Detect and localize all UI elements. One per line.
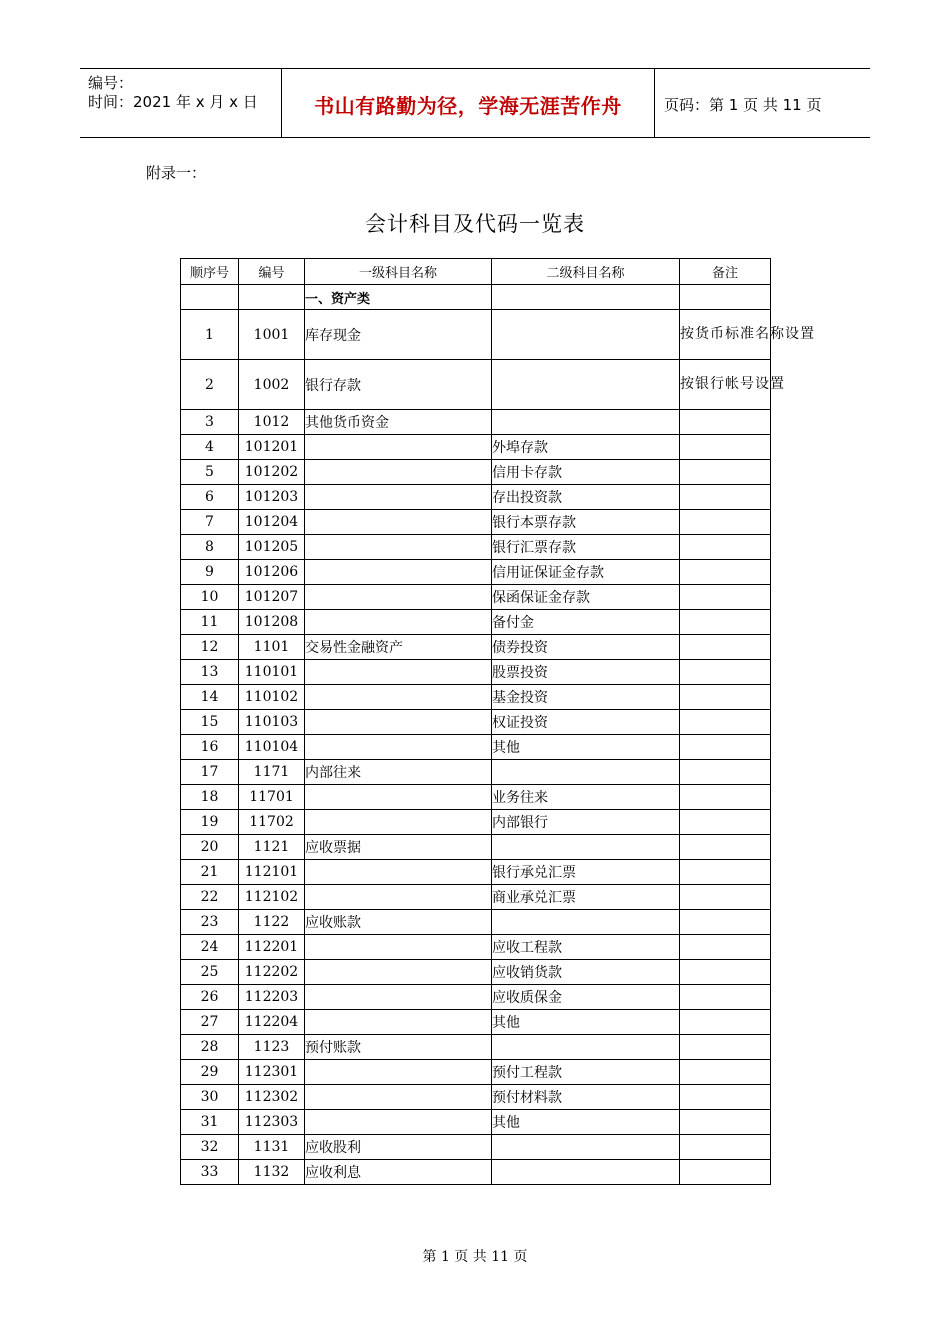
table-row: [181, 760, 771, 785]
row-code: 1121: [239, 835, 305, 860]
row-level1: 应收利息: [305, 1160, 492, 1185]
row-note: [680, 935, 771, 960]
row-level2: 银行承兑汇票: [492, 860, 680, 885]
row-code: 112203: [239, 985, 305, 1010]
row-level1: 一、资产类: [305, 285, 492, 310]
row-seq: 12: [181, 635, 239, 660]
document-time-label: 时间：2021 年 x 月 x 日: [88, 93, 258, 111]
table-row: [181, 810, 771, 835]
table-row: [181, 1110, 771, 1135]
row-note: [680, 1110, 771, 1135]
table-row: [181, 935, 771, 960]
row-level1: [305, 460, 492, 485]
row-level2: 商业承兑汇票: [492, 885, 680, 910]
row-seq: 5: [181, 460, 239, 485]
row-level2: 银行本票存款: [492, 510, 680, 535]
page-header: [80, 68, 870, 138]
header-motto: 书山有路勤为径，学海无涯苦作舟: [314, 94, 622, 118]
row-seq: 19: [181, 810, 239, 835]
row-level1: 其他货币资金: [305, 410, 492, 435]
header-level2: 二级科目名称: [492, 259, 680, 285]
row-level1: [305, 785, 492, 810]
row-code: 101206: [239, 560, 305, 585]
row-level1: 应收股利: [305, 1135, 492, 1160]
row-level1: [305, 510, 492, 535]
row-note: [680, 585, 771, 610]
row-level1: [305, 860, 492, 885]
row-note: [680, 660, 771, 685]
row-level1: 应收票据: [305, 835, 492, 860]
row-code: 1101: [239, 635, 305, 660]
row-code: 112102: [239, 885, 305, 910]
row-code: 101205: [239, 535, 305, 560]
row-level1: [305, 935, 492, 960]
row-seq: 10: [181, 585, 239, 610]
row-code: 11702: [239, 810, 305, 835]
row-code: 112301: [239, 1060, 305, 1085]
table-row: [181, 485, 771, 510]
row-code: 1123: [239, 1035, 305, 1060]
row-level2: 债券投资: [492, 635, 680, 660]
row-seq: 14: [181, 685, 239, 710]
row-level2: 应收工程款: [492, 935, 680, 960]
row-note: [680, 685, 771, 710]
row-seq: 3: [181, 410, 239, 435]
table-row: [181, 1010, 771, 1035]
row-seq: 20: [181, 835, 239, 860]
row-code: 112201: [239, 935, 305, 960]
row-level1: [305, 1010, 492, 1035]
document-number-label: 编号：: [88, 74, 134, 92]
row-level2: 保函保证金存款: [492, 585, 680, 610]
table-row: [181, 460, 771, 485]
row-seq: 28: [181, 1035, 239, 1060]
row-level2: 信用证保证金存款: [492, 560, 680, 585]
row-level1: [305, 985, 492, 1010]
row-note: [680, 835, 771, 860]
row-code: 112302: [239, 1085, 305, 1110]
row-code: 101203: [239, 485, 305, 510]
table-row: [181, 560, 771, 585]
row-seq: 2: [181, 360, 239, 410]
row-seq: 29: [181, 1060, 239, 1085]
row-seq: 30: [181, 1085, 239, 1110]
row-note: [680, 860, 771, 885]
row-level1: [305, 1110, 492, 1135]
row-note: [680, 1160, 771, 1185]
row-seq: 21: [181, 860, 239, 885]
row-level2: 外埠存款: [492, 435, 680, 460]
row-code: 101201: [239, 435, 305, 460]
table-row: [181, 685, 771, 710]
table-row: [181, 610, 771, 635]
row-seq: 23: [181, 910, 239, 935]
header-middle-cell: [281, 69, 655, 137]
row-level2: 业务往来: [492, 785, 680, 810]
row-code: 1132: [239, 1160, 305, 1185]
row-level1: [305, 810, 492, 835]
row-level2: 银行汇票存款: [492, 535, 680, 560]
row-seq: 31: [181, 1110, 239, 1135]
row-level2: [492, 1135, 680, 1160]
row-note: [680, 760, 771, 785]
row-level1: 内部往来: [305, 760, 492, 785]
row-note: [680, 1035, 771, 1060]
row-code: 1002: [239, 360, 305, 410]
row-seq: 4: [181, 435, 239, 460]
row-level1: [305, 1085, 492, 1110]
row-level2: 内部银行: [492, 810, 680, 835]
table-row: [181, 1135, 771, 1160]
row-level2: 应收质保金: [492, 985, 680, 1010]
row-level1: [305, 660, 492, 685]
row-note: [680, 460, 771, 485]
row-note: [680, 285, 771, 310]
row-level1: [305, 435, 492, 460]
row-level2: [492, 910, 680, 935]
row-level1: [305, 1060, 492, 1085]
row-code: 110101: [239, 660, 305, 685]
row-level2: [492, 1160, 680, 1185]
header-page-number: 页码：第 1 页 共 11 页: [664, 96, 822, 114]
table-row: [181, 435, 771, 460]
row-code: 1131: [239, 1135, 305, 1160]
table-row: [181, 1060, 771, 1085]
row-seq: 24: [181, 935, 239, 960]
row-level1: [305, 710, 492, 735]
row-code: [239, 285, 305, 310]
row-level2: 存出投资款: [492, 485, 680, 510]
row-seq: 32: [181, 1135, 239, 1160]
row-note: 按银行帐号设置: [680, 360, 771, 410]
row-code: 101207: [239, 585, 305, 610]
row-seq: 1: [181, 310, 239, 360]
table-body: [181, 285, 815, 1185]
row-note: [680, 1085, 771, 1110]
row-note: 按货币标准名称设置: [680, 310, 771, 360]
row-level1: 银行存款: [305, 360, 492, 410]
row-level2: 股票投资: [492, 660, 680, 685]
row-level1: [305, 885, 492, 910]
row-level1: [305, 960, 492, 985]
table-row: [181, 635, 771, 660]
header-right-cell: [654, 69, 870, 137]
row-note: [680, 410, 771, 435]
table-row: [181, 885, 771, 910]
row-level1: [305, 535, 492, 560]
table-row: [181, 360, 771, 410]
table-row: [181, 910, 771, 935]
row-code: 101204: [239, 510, 305, 535]
row-note: [680, 710, 771, 735]
row-note: [680, 635, 771, 660]
row-level2: [492, 760, 680, 785]
row-level1: 应收账款: [305, 910, 492, 935]
row-level2: 基金投资: [492, 685, 680, 710]
row-code: 101208: [239, 610, 305, 635]
row-seq: 9: [181, 560, 239, 585]
row-note: [680, 785, 771, 810]
row-note: [680, 485, 771, 510]
row-seq: 7: [181, 510, 239, 535]
row-note: [680, 560, 771, 585]
table-row: [181, 535, 771, 560]
row-code: 110103: [239, 710, 305, 735]
row-level1: [305, 685, 492, 710]
row-level1: [305, 735, 492, 760]
row-note: [680, 435, 771, 460]
row-note: [680, 535, 771, 560]
row-level2: [492, 360, 680, 410]
row-seq: 16: [181, 735, 239, 760]
page-title: 会计科目及代码一览表: [365, 212, 585, 236]
row-note: [680, 1135, 771, 1160]
row-note: [680, 1010, 771, 1035]
row-code: 112204: [239, 1010, 305, 1035]
row-level1: 交易性金融资产: [305, 635, 492, 660]
row-level2: 其他: [492, 1010, 680, 1035]
row-code: 101202: [239, 460, 305, 485]
row-code: 1001: [239, 310, 305, 360]
table-row: [181, 835, 771, 860]
row-note: [680, 1060, 771, 1085]
table-row: [181, 785, 771, 810]
header-level1: 一级科目名称: [305, 259, 492, 285]
row-seq: 27: [181, 1010, 239, 1035]
row-code: 1171: [239, 760, 305, 785]
row-level2: [492, 285, 680, 310]
row-level1: [305, 610, 492, 635]
row-note: [680, 810, 771, 835]
row-code: 11701: [239, 785, 305, 810]
row-level2: [492, 1035, 680, 1060]
header-code: 编号: [239, 259, 305, 285]
table-row: [181, 710, 771, 735]
row-seq: 6: [181, 485, 239, 510]
row-level2: [492, 310, 680, 360]
row-note: [680, 510, 771, 535]
table-row: [181, 1160, 771, 1185]
appendix-label: 附录一：: [146, 164, 207, 182]
table-header-row: [181, 259, 771, 285]
row-level1: [305, 485, 492, 510]
row-code: 112202: [239, 960, 305, 985]
row-code: 112303: [239, 1110, 305, 1135]
row-note: [680, 735, 771, 760]
row-note: [680, 985, 771, 1010]
header-note: 备注: [680, 259, 771, 285]
row-seq: 8: [181, 535, 239, 560]
row-note: [680, 610, 771, 635]
row-level2: [492, 410, 680, 435]
table-row: [181, 310, 771, 360]
table-row: [181, 735, 771, 760]
table-row: [181, 410, 771, 435]
row-note: [680, 910, 771, 935]
row-note: [680, 885, 771, 910]
row-level2: 权证投资: [492, 710, 680, 735]
row-level2: 应收销货款: [492, 960, 680, 985]
table-row: [181, 285, 771, 310]
row-seq: [181, 285, 239, 310]
row-level1: 库存现金: [305, 310, 492, 360]
page-footer: 第 1 页 共 11 页: [422, 1249, 528, 1265]
row-code: 110102: [239, 685, 305, 710]
row-level2: 预付工程款: [492, 1060, 680, 1085]
header-left-cell: [80, 69, 281, 137]
row-level2: 备付金: [492, 610, 680, 635]
row-level1: 预付账款: [305, 1035, 492, 1060]
row-seq: 33: [181, 1160, 239, 1185]
table-row: [181, 585, 771, 610]
row-code: 110104: [239, 735, 305, 760]
row-code: 1012: [239, 410, 305, 435]
row-seq: 17: [181, 760, 239, 785]
row-seq: 15: [181, 710, 239, 735]
row-level2: 信用卡存款: [492, 460, 680, 485]
row-seq: 18: [181, 785, 239, 810]
table-row: [181, 660, 771, 685]
row-seq: 25: [181, 960, 239, 985]
row-level1: [305, 585, 492, 610]
row-code: 1122: [239, 910, 305, 935]
table-row: [181, 860, 771, 885]
account-table: [180, 258, 815, 1185]
row-level2: 预付材料款: [492, 1085, 680, 1110]
table-row: [181, 510, 771, 535]
row-seq: 11: [181, 610, 239, 635]
row-note: [680, 960, 771, 985]
row-level2: 其他: [492, 1110, 680, 1135]
table-row: [181, 1035, 771, 1060]
table-row: [181, 1085, 771, 1110]
row-seq: 13: [181, 660, 239, 685]
header-seq: 顺序号: [181, 259, 239, 285]
row-level2: [492, 835, 680, 860]
row-level2: 其他: [492, 735, 680, 760]
row-seq: 22: [181, 885, 239, 910]
row-level1: [305, 560, 492, 585]
row-code: 112101: [239, 860, 305, 885]
table-row: [181, 960, 771, 985]
row-seq: 26: [181, 985, 239, 1010]
table-row: [181, 985, 771, 1010]
